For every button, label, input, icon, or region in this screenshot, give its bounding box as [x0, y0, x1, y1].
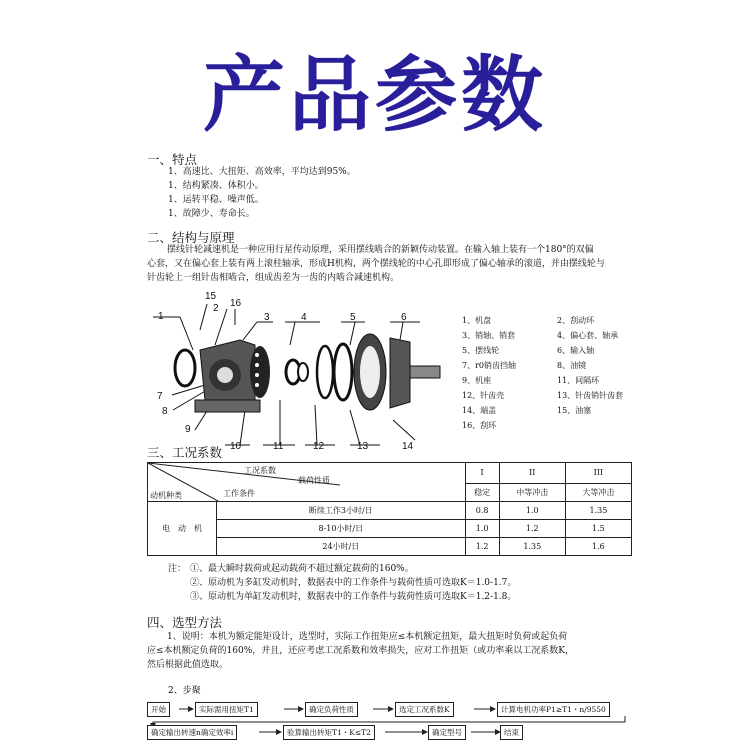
diagram-number: 8 [162, 406, 168, 417]
diagram-number: 5 [350, 312, 356, 323]
header-motor-type: 动机种类 [150, 491, 182, 500]
note-item: ③、原动机为单缸发动机时，数据表中的工作条件与载荷性质可选取K＝1.2-1.8。 [190, 592, 517, 602]
part-label: 16、刮环 [462, 421, 497, 430]
diagram-number: 9 [185, 424, 191, 435]
part-label: 6、输入轴 [557, 346, 595, 355]
feature-item: 1、故障少、寿命长。 [168, 209, 255, 219]
explanation-line: 应≤本机额定负荷的160%，并且，还应考虑工况系数和效率损失，应对工作扭矩（或功率乘以工况系数K， [147, 646, 574, 656]
part-label: 3、销轴、销套 [462, 331, 516, 340]
value-cell: 1.0 [499, 502, 565, 520]
diagram-number: 6 [401, 312, 407, 323]
diagram-number: 12 [313, 441, 325, 452]
part-label: 5、摆线轮 [462, 346, 500, 355]
feature-item: 1、结构紧凑、体积小。 [168, 181, 264, 191]
header-condition-factor: 工况系数 [244, 466, 276, 475]
diagram-number: 16 [230, 298, 242, 309]
flow-step: 验算输出转矩T1・K≤T2 [283, 725, 375, 740]
part-label: 8、油镜 [557, 361, 587, 370]
part-label: 11、间隔环 [557, 376, 600, 385]
section-heading-conditions: 三、工况系数 [147, 445, 223, 460]
note-item: ①、最大瞬时载荷或起动载荷不超过额定载荷的160%。 [190, 564, 414, 574]
value-cell: 1.5 [565, 520, 631, 538]
table-row [148, 502, 632, 520]
explanation-line: 然后根据此值选取。 [147, 660, 229, 670]
level-header: II [499, 463, 565, 484]
flow-step: 选定工况系数K [395, 702, 454, 717]
part-label: 15、油塞 [557, 406, 592, 415]
value-cell: 1.6 [565, 538, 631, 556]
note-item: ②、原动机为多缸发动机时，数据表中的工作条件与载荷性质可选取K＝1.0-1.7。 [190, 578, 517, 588]
page-title: 产品参数 [202, 48, 547, 143]
diagram-number: 11 [273, 441, 284, 452]
notes-label: 注： [168, 564, 187, 574]
level-header: I [465, 463, 499, 484]
level-header: III [565, 463, 631, 484]
part-label: 2、刮动环 [557, 316, 595, 325]
flow-step: 实际需用扭矩T1 [195, 702, 258, 717]
explanation-line: 1、说明：本机为额定能矩设计，选型时，实际工作扭矩应≤本机额定扭矩，最大扭矩时负荷或起负荷 [167, 632, 568, 642]
header-work-condition: 工作条件 [223, 489, 255, 498]
section-heading-selection: 四、选型方法 [147, 615, 223, 630]
part-label: 1、机盘 [462, 316, 492, 325]
paragraph-line: 摆线针轮减速机是一种应用行星传动原理，采用摆线啮合的新颖传动装置。在输入轴上装有一个180°的双偏 [167, 245, 594, 255]
flow-step-end: 结束 [500, 725, 523, 740]
structure-paragraph [147, 243, 617, 285]
load-type: 稳定 [465, 483, 499, 501]
flow-step-start: 开始 [147, 702, 170, 717]
header-load-type: 载荷性质 [298, 476, 330, 485]
condition-factor-table [147, 462, 632, 556]
part-label: 12、针齿壳 [462, 391, 505, 400]
condition-cell: 8-10小时/日 [217, 520, 466, 538]
diagram-number: 7 [157, 391, 163, 402]
diagram-number: 1 [158, 311, 164, 322]
table-row [148, 538, 632, 556]
diagram-number: 3 [264, 312, 270, 323]
paragraph-line: 针齿轮上一组针齿相啮合，组成齿差为一齿的内啮合减速机构。 [147, 273, 400, 283]
flow-step: 确定型号 [428, 725, 466, 740]
condition-cell: 断续工作3小时/日 [217, 502, 466, 520]
feature-item: 1、运转平稳、噪声低。 [168, 195, 264, 205]
table-row [148, 520, 632, 538]
value-cell: 1.2 [499, 520, 565, 538]
value-cell: 0.8 [465, 502, 499, 520]
diagram-number: 2 [213, 303, 219, 314]
part-label: 7、r0销齿挡轴 [462, 361, 517, 370]
feature-list [168, 165, 356, 221]
part-label: 4、偏心套、轴承 [557, 331, 619, 340]
section-heading-features: 一、特点 [147, 152, 198, 167]
load-type: 大等冲击 [565, 483, 631, 501]
condition-cell: 24小时/日 [217, 538, 466, 556]
feature-item: 1、高速比、大扭矩、高效率，平均达到95%。 [168, 167, 356, 177]
steps-label: 2、步聚 [168, 686, 201, 696]
part-label: 13、针齿销针齿套 [557, 391, 624, 400]
motor-cell: 电 动 机 [148, 502, 217, 556]
table-corner-header [148, 463, 466, 502]
notes-list [190, 562, 516, 604]
flow-step: 确定输出转速n确定效率i [147, 725, 237, 740]
part-label: 9、机座 [462, 376, 492, 385]
flow-step: 计算电机功率P1≥T1・n/9550 [497, 702, 610, 717]
parts-list [462, 313, 632, 433]
diagram-number: 4 [301, 312, 307, 323]
paragraph-line: 心套，又在偏心套上装有两上滚柱轴承，形成H机构，两个摆线轮的中心孔即形成了偏心轴承的滚道，并由摆线轮与 [147, 259, 605, 269]
flow-step: 确定负荷性质 [305, 702, 358, 717]
selection-explanation [147, 630, 574, 672]
section-heading-structure: 二、结构与原理 [147, 230, 235, 245]
value-cell: 1.35 [565, 502, 631, 520]
diagram-number: 10 [230, 441, 242, 452]
value-cell: 1.2 [465, 538, 499, 556]
diagram-number: 14 [402, 441, 414, 452]
part-label: 14、端盖 [462, 406, 497, 415]
value-cell: 1.35 [499, 538, 565, 556]
load-type: 中等冲击 [499, 483, 565, 501]
diagram-number: 15 [205, 291, 217, 302]
diagram-number: 13 [357, 441, 369, 452]
value-cell: 1.0 [465, 520, 499, 538]
